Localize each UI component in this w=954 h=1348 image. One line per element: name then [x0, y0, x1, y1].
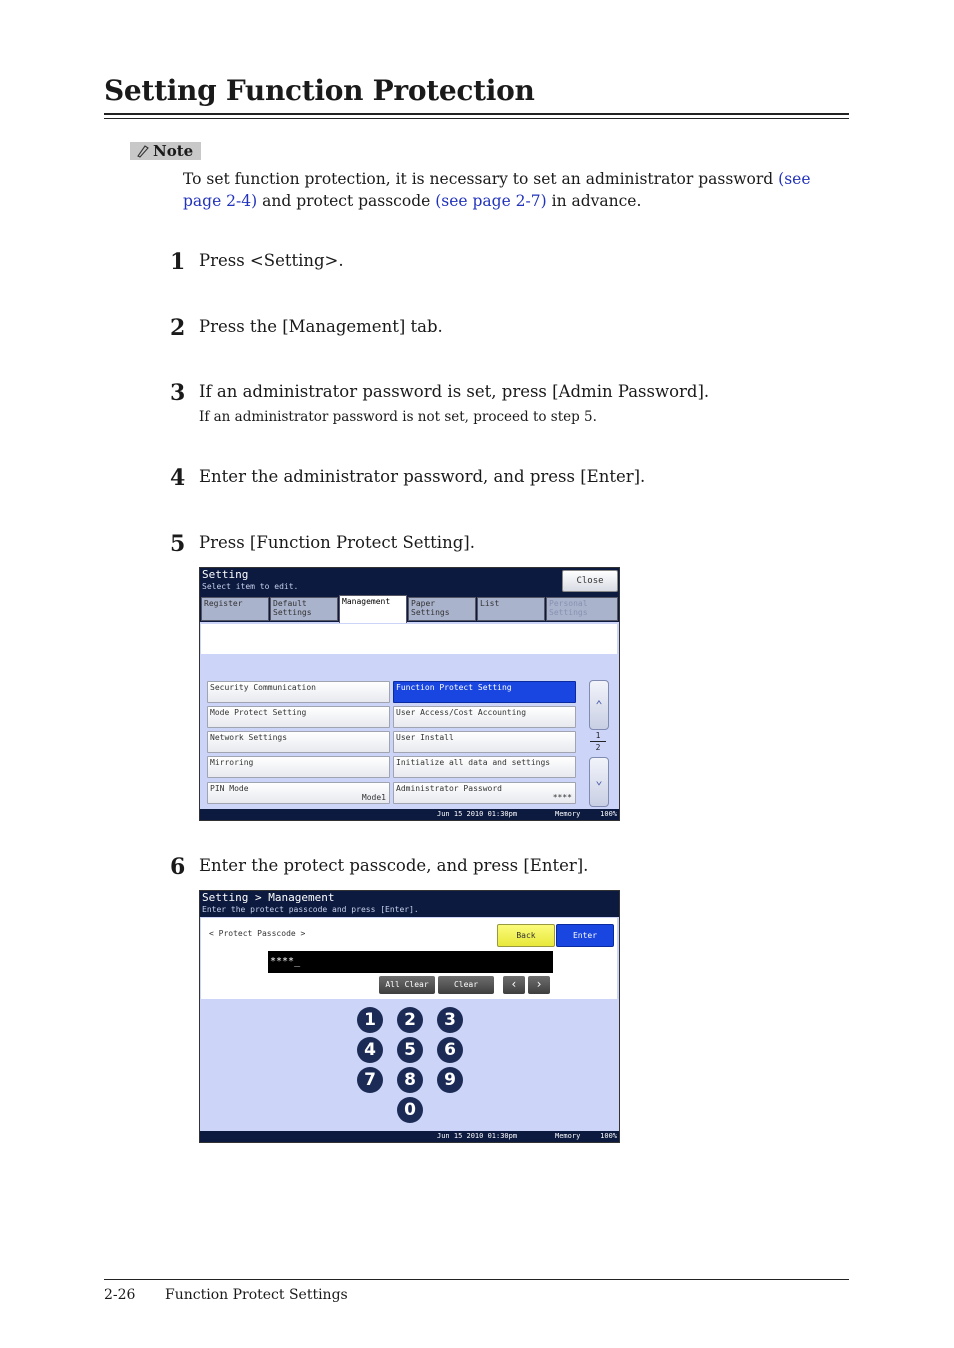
step-subtext: If an administrator password is not set, proceed to step 5. — [199, 409, 597, 425]
screen-subtitle: Select item to edit. — [202, 582, 299, 591]
clear-button[interactable]: Clear — [438, 976, 494, 994]
cursor-left-button[interactable] — [503, 976, 525, 994]
see-page-2-4-link[interactable]: (see page 2-4) — [183, 170, 811, 210]
administrator-password-button[interactable] — [393, 782, 576, 804]
tab-label: Settings — [273, 608, 312, 617]
step-text: Press <Setting>. — [199, 251, 344, 270]
step-text: Enter the protect passcode, and press [Enter]. — [199, 856, 589, 875]
status-percent: 100% — [600, 810, 617, 818]
scroll-up-button[interactable] — [589, 680, 609, 730]
settings-screen — [199, 567, 620, 821]
pin-mode-button[interactable] — [207, 782, 390, 804]
tab-label: Default — [273, 599, 307, 608]
keypad-7[interactable]: 7 — [357, 1067, 383, 1093]
protect-passcode-label: < Protect Passcode > — [209, 929, 306, 938]
screen-subtitle: Enter the protect passcode and press [Enter]. — [202, 905, 419, 914]
footer-section-title: Function Protect Settings — [165, 1287, 348, 1303]
chevron-right-icon: › — [535, 977, 543, 991]
step-text: If an administrator password is set, press [Admin Password]. — [199, 382, 710, 401]
status-memory: Memory — [555, 810, 581, 818]
enter-button[interactable]: Enter — [556, 924, 614, 947]
see-page-2-7-link[interactable]: (see page 2-7) — [435, 192, 547, 210]
button-label: Administrator Password — [396, 784, 502, 793]
close-button[interactable]: Close — [562, 570, 618, 592]
button-label: PIN Mode — [210, 784, 249, 793]
tab-paper-settings[interactable] — [408, 597, 476, 621]
status-percent: 100% — [600, 1132, 617, 1140]
mode-protect-setting-button[interactable] — [207, 706, 390, 728]
status-bar — [200, 1131, 619, 1142]
tab-label: List — [480, 599, 500, 608]
chevron-down-icon: ⌄ — [595, 773, 603, 787]
tab-default-settings[interactable] — [270, 597, 338, 621]
status-bar — [200, 809, 619, 820]
step-text: Press the [Management] tab. — [199, 317, 443, 336]
back-button[interactable]: Back — [497, 924, 555, 947]
button-label: Security Communication — [210, 683, 316, 692]
page-total: 2 — [595, 743, 601, 752]
step-number: 4 — [170, 465, 186, 491]
status-datetime: Jun 15 2010 01:30pm — [437, 1132, 518, 1140]
tab-list[interactable] — [477, 597, 545, 621]
screen-title-bar — [200, 568, 619, 594]
user-access-cost-accounting-button[interactable] — [393, 706, 576, 728]
note-text-part: To set function protection, it is necessary to set an administrator password — [183, 170, 779, 188]
title-rule-top — [104, 113, 849, 115]
footer-rule — [104, 1279, 849, 1280]
title-rule-bottom — [104, 118, 849, 119]
step-text: Press [Function Protect Setting]. — [199, 533, 475, 552]
mirroring-button[interactable] — [207, 756, 390, 778]
tab-personal-settings — [546, 597, 618, 621]
step-number: 3 — [170, 380, 186, 406]
button-label: User Install — [396, 733, 454, 742]
tab-label: Paper — [411, 599, 436, 608]
keypad-9[interactable]: 9 — [437, 1067, 463, 1093]
screen-title: Setting — [202, 568, 249, 581]
keypad-4[interactable]: 4 — [357, 1037, 383, 1063]
step-text: Enter the administrator password, and press [Enter]. — [199, 467, 646, 486]
user-install-button[interactable] — [393, 731, 576, 753]
note-label: Note — [153, 142, 194, 160]
screen-title-bar — [200, 891, 619, 917]
keypad-0[interactable]: 0 — [397, 1097, 423, 1123]
note-text-part: and protect passcode — [257, 192, 436, 210]
status-memory: Memory — [555, 1132, 581, 1140]
button-label: Function Protect Setting — [396, 683, 512, 692]
initialize-all-data-button[interactable] — [393, 756, 576, 778]
keypad-2[interactable]: 2 — [397, 1007, 423, 1033]
note-pencil-icon — [136, 144, 150, 158]
keypad-6[interactable]: 6 — [437, 1037, 463, 1063]
button-label: Mode Protect Setting — [210, 708, 307, 717]
button-value: **** — [552, 793, 572, 802]
page-current: 1 — [590, 731, 606, 742]
screen-title: Setting > Management — [202, 891, 335, 904]
keypad-1[interactable]: 1 — [357, 1007, 383, 1033]
keypad-5[interactable]: 5 — [397, 1037, 423, 1063]
page-title: Setting Function Protection — [104, 74, 535, 107]
chevron-up-icon: ⌃ — [595, 698, 603, 712]
step-number: 1 — [170, 249, 186, 275]
network-settings-button[interactable] — [207, 731, 390, 753]
passcode-screen — [199, 890, 620, 1143]
status-datetime: Jun 15 2010 01:30pm — [437, 810, 518, 818]
step-number: 6 — [170, 854, 186, 880]
function-protect-setting-button[interactable] — [393, 681, 576, 703]
all-clear-button[interactable]: All Clear — [379, 976, 435, 994]
step-number: 2 — [170, 315, 186, 341]
button-label: Network Settings — [210, 733, 288, 742]
step-number: 5 — [170, 531, 186, 557]
button-label: Initialize all data and settings — [396, 758, 551, 767]
footer-page-number: 2-26 — [104, 1287, 136, 1303]
tab-label: Settings — [549, 608, 588, 617]
note-text — [183, 168, 843, 212]
tab-label: Management — [342, 597, 391, 606]
tab-register[interactable] — [201, 597, 269, 621]
note-text-part: in advance. — [546, 192, 642, 210]
security-communication-button[interactable] — [207, 681, 390, 703]
tab-label: Register — [204, 599, 243, 608]
keypad-8[interactable]: 8 — [397, 1067, 423, 1093]
cursor-right-button[interactable] — [528, 976, 550, 994]
passcode-input[interactable]: ****_ — [268, 951, 553, 973]
header-band — [201, 624, 617, 654]
tab-management[interactable] — [339, 595, 407, 623]
chevron-left-icon: ‹ — [510, 977, 518, 991]
button-label: Mirroring — [210, 758, 254, 767]
button-label: User Access/Cost Accounting — [396, 708, 527, 717]
keypad-3[interactable]: 3 — [437, 1007, 463, 1033]
scroll-down-button[interactable] — [589, 757, 609, 807]
tab-label: Settings — [411, 608, 450, 617]
button-value: Mode1 — [361, 793, 386, 802]
tab-label: Personal — [549, 599, 588, 608]
